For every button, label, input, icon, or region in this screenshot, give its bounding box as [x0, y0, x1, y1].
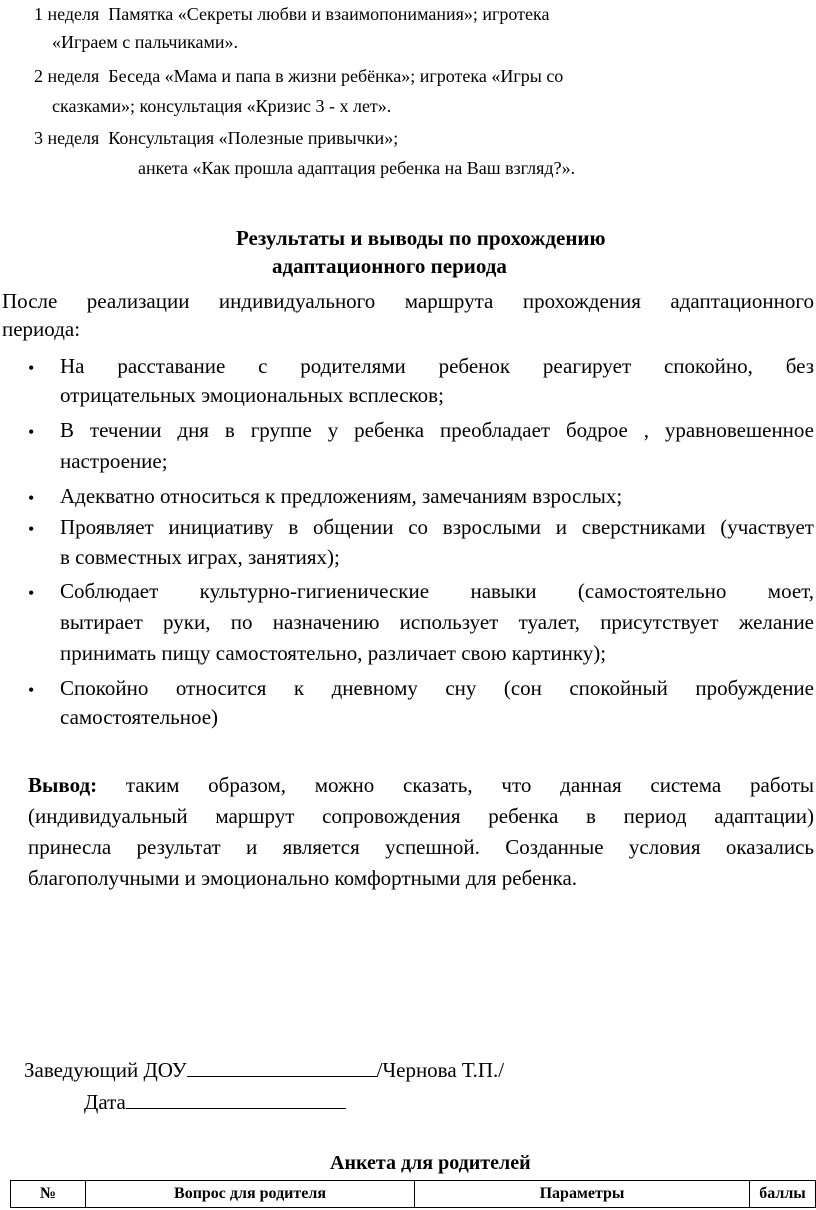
date-blank-line [126, 1088, 346, 1109]
questionnaire-header-row [11, 1181, 816, 1208]
conclusion-line-4: благополучными и эмоционально комфортными для ребенка. [28, 866, 578, 890]
intro-line-1: После реализации индивидуального маршрута прохождения адаптационного [2, 289, 814, 313]
week-1-line-2: «Играем с пальчиками». [52, 32, 239, 52]
bullet-2-line-1: В течении дня в группе у ребенка преобладает бодрое , уравновешенное [60, 418, 814, 442]
bullet-4-marker: • [28, 519, 35, 539]
bullet-3-marker: • [28, 488, 35, 508]
bullet-1-line-1: На расставание с родителями ребенок реагирует спокойно, без [60, 354, 814, 378]
conclusion-label: Вывод: [28, 773, 98, 797]
intro-line-2: периода: [2, 317, 81, 341]
column-question: Вопрос для родителя [86, 1181, 415, 1208]
bullet-4-line-1: Проявляет инициативу в общении со взрослыми и сверстниками (участвует [60, 515, 814, 539]
column-number: № [11, 1181, 86, 1208]
week-2-line-1: 2 неделя Беседа «Мама и папа в жизни ребёнка»; игротека «Игры со [34, 66, 564, 86]
bullet-1-marker: • [28, 358, 35, 378]
bullet-6-line-2: самостоятельное) [60, 705, 219, 729]
conclusion-line-3: принесла результат и является успешной. Созданные условия оказались [28, 835, 814, 859]
week-1-line-1: 1 неделя Памятка «Секреты любви и взаимопонимания»; игротека [34, 4, 550, 24]
questionnaire-title: Анкета для родителей [330, 1152, 531, 1174]
bullet-5-line-2: вытирает руки, по назначению использует туалет, присутствует желание [60, 610, 814, 634]
conclusion-line-2: (индивидуальный маршрут сопровождения ребенка в период адаптации) [28, 804, 814, 828]
bullet-6-marker: • [28, 680, 35, 700]
bullet-3-line-1: Адекватно относиться к предложениям, замечаниям взрослых; [60, 484, 623, 508]
bullet-5-line-3: принимать пищу самостоятельно, различает свою картинку); [60, 641, 607, 665]
questionnaire-table [10, 1180, 816, 1208]
bullet-4-line-2: в совместных играх, занятиях); [60, 545, 340, 569]
column-parameters: Параметры [415, 1181, 750, 1208]
results-heading-line-1: Результаты и выводы по прохождению [236, 226, 606, 250]
week-2-line-2: сказками»; консультация «Кризис 3 - х лет». [52, 96, 392, 116]
week-3-line-1: 3 неделя Консультация «Полезные привычки»; [34, 128, 399, 148]
bullet-6-line-1: Спокойно относится к дневному сну (сон спокойный пробуждение [60, 676, 814, 700]
week-3-line-2: анкета «Как прошла адаптация ребенка на Ваш взгляд?». [138, 158, 576, 178]
bullet-5-marker: • [28, 583, 35, 603]
bullet-5-line-1: Соблюдает культурно-гигиенические навыки (самостоятельно моет, [60, 579, 814, 603]
bullet-1-line-2: отрицательных эмоциональных всплесков; [60, 383, 444, 407]
signature-blank-line [187, 1056, 377, 1077]
conclusion-line-1: Вывод: таким образом, можно сказать, что данная система работы [28, 773, 815, 797]
column-score: баллы [750, 1181, 816, 1208]
bullet-2-line-2: настроение; [60, 449, 168, 473]
results-heading-line-2: адаптационного периода [272, 254, 507, 278]
signature-date-line: Дата [84, 1088, 346, 1115]
signature-head-line: Заведующий ДОУ /Чернова Т.П./ [24, 1058, 505, 1082]
bullet-2-marker: • [28, 422, 35, 442]
